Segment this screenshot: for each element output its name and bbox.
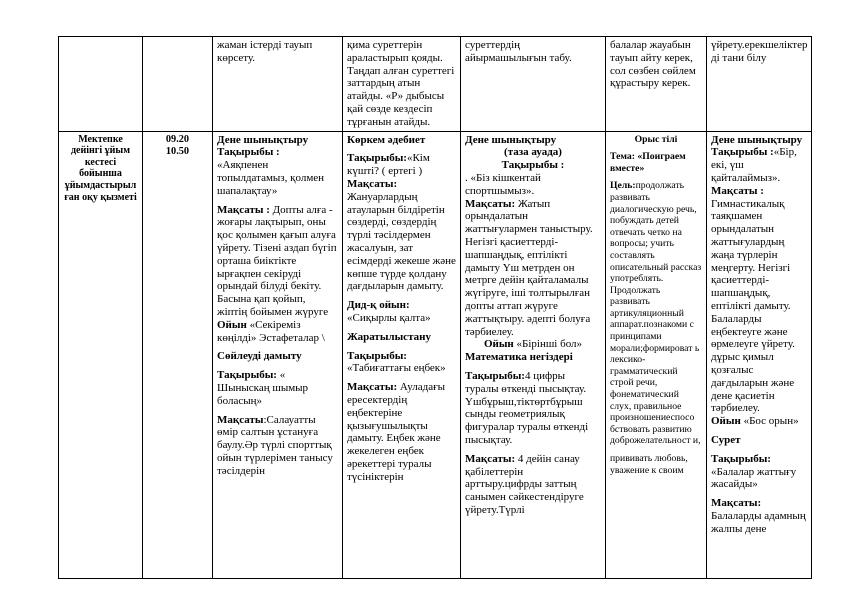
friday-cell <box>707 131 812 578</box>
game-label: Дид-қ ойын: <box>347 299 410 312</box>
topic-text: «Бір, екі, үш қайталаймыз». <box>711 146 797 184</box>
goal-text: Балаларды адамның жалпы дене <box>711 509 806 535</box>
topic-label: Тақырыбы: <box>347 349 407 362</box>
cell-text: үйрету.ерекшеліктер ді тани білу <box>711 39 808 64</box>
subject-heading: Дене шынықтыру <box>217 133 309 146</box>
topic-text: «Кім күшті? ( ертегі ) <box>347 152 430 178</box>
goal-label: Цель: <box>610 180 636 192</box>
goal-text: :Салауатты өмір салтын ұстануға баулу.Әр түрлі спорттық ойын түрлерімен танысу тәсілдерін <box>217 413 333 477</box>
game-text: «Сиқырлы қалта» <box>347 311 431 324</box>
topic-text: «Аяқпенен топылдатамыз, қолмен шапалақтау» <box>217 159 325 197</box>
goal-label: Мақсаты: <box>347 177 398 190</box>
goal-text: 4 дейін санау қабілеттерін арттыру.цифрды заттың санымен сәйкестендіруге үйрету.Түрлі <box>465 452 584 516</box>
tail-text: прививать любовь, уважение к своим <box>610 453 688 476</box>
goal-label: Мақсаты: <box>711 497 762 510</box>
topic-text: 4 цифры туралы өткенді пысықтау. Үшбұрыш,тіктөртбұрыш сынды геометриялық фигуралар туралы өткенді пысықтау. <box>465 369 589 446</box>
game-label: Ойын <box>711 415 741 428</box>
subject-heading: Дене шынықтыру <box>465 133 557 146</box>
table-cell <box>213 37 343 132</box>
theme-label: Тема: <box>610 151 635 163</box>
subject-heading: Орыс тілі <box>634 133 678 145</box>
cell-text: балалар жауабын тауып айту керек, сол сөзбен сөйлем құрастыру керек. <box>610 39 696 90</box>
subject-subheading: (таза ауада) <box>504 146 562 159</box>
goal-text: Жатып орындалатын жаттығулармен таныстыру. Негізгі қасиеттерді-шапшаңдық, ептілікті дамыту Үш метрден он метрге дейін қайталамалы жүгіруге, іші толтырылған допты аттап жүруге жаттықтыру. әдепті болуға тәрбиелеу. <box>465 197 593 338</box>
row-label: Мектепке дейінгі ұйым кестесі бойынша ұйымдастырыл ған оқу қызметі <box>59 131 143 578</box>
goal-label: Мақсаты : <box>711 184 764 197</box>
goal-text: продолжать развивать диалогическую речь, побуждать детей отвечать четко на вопросы; учить составлять описательный рассказ употреблять. Продолжать развивать артикуляционный аппарат.познакоми с принципами морали;формироват ь лексико-грамматический строй речи, фонематический слух, правильное произношениеспосо бствовать развитию доброжелательност и, <box>610 180 702 447</box>
monday-cell <box>213 131 343 578</box>
goal-text: Жануарлардың атауларын білдіретін сөздерді, сөздердің түрлі тәсілдермен жасалуын, зат есімдерді жекеше және көпше түрде қолдану дағдыларын дамыту. <box>347 190 456 293</box>
game-label: Ойын <box>483 338 514 351</box>
table-cell-empty <box>143 37 213 132</box>
topic-text: . «Біз кішкентай спортшымыз». <box>465 171 541 197</box>
topic-text: «Балалар жаттығу жасайды» <box>711 465 797 491</box>
cell-text: суреттердің айырмашылығын табу. <box>465 39 572 64</box>
goal-text: Ауладағы ересектердің еңбектеріне қызығушылықты дамыту. Еңбек және жекелеген еңбек әрекеттері туралы түсініктерін <box>347 381 446 483</box>
time-cell: 09.20 10.50 <box>143 131 213 578</box>
topic-label: Тақырыбы: <box>347 152 407 165</box>
topic-text: «Табиғаттағы еңбек» <box>347 362 446 375</box>
subject-heading: Сурет <box>711 433 741 446</box>
topic-text: « Шыныскаң шымыр боласың» <box>217 369 309 407</box>
topic-label: Тақырыбы : <box>501 159 565 172</box>
game-text: «Бірінші бол» <box>513 338 583 351</box>
game-text: «Бос орын» <box>740 415 799 428</box>
subject-heading: Көркем әдебиет <box>347 133 426 146</box>
game-label: Ойын <box>217 318 247 331</box>
cell-text: жаман істерді тауып көрсету. <box>217 39 313 64</box>
table-cell <box>461 37 606 132</box>
subject-heading: Дене шынықтыру <box>711 133 803 146</box>
subject-heading: Жаратылыстану <box>347 330 431 343</box>
game-text: «Секіреміз көңілді» Эстафеталар \ <box>217 318 325 344</box>
goal-label: Мақсаты <box>217 413 264 426</box>
topic-label: Тақырыбы : <box>217 146 280 159</box>
goal-label: Мақсаты: <box>465 452 516 465</box>
table-row <box>59 131 812 578</box>
table-cell <box>707 37 812 132</box>
table-cell <box>606 37 707 132</box>
tuesday-cell <box>343 131 461 578</box>
topic-label: Тақырыбы: <box>465 369 525 382</box>
theme-text: «Поиграем вместе» <box>610 151 686 174</box>
goal-text: Гимнастикалық таяқшамен орындалатын жаттығулардың жаңа түрлерін меңгерту. Негізгі қасиеттерді-шапшаңдық, ептілікті дамыту. Балаларды еңбектеуге және өрмелеуге үйрету. дұрыс қимыл қозғалыс дағдыларын және дене қасиетін тәрбиелеу. <box>711 197 795 415</box>
thursday-cell <box>606 131 707 578</box>
table-cell <box>343 37 461 132</box>
table-row <box>59 37 812 132</box>
table-cell-empty <box>59 37 143 132</box>
wednesday-cell <box>461 131 606 578</box>
topic-label: Тақырыбы: <box>217 369 277 382</box>
subject-heading: Сөйлеуді дамыту <box>217 350 302 363</box>
goal-label: Мақсаты: <box>347 381 398 394</box>
subject-heading: Математика негіздері <box>465 351 573 364</box>
goal-text: Допты алға - жоғары лақтырып, оны қос қолымен қағып алуға үйрету. Тізені аздап бүгіп орташа биіктікте ырғақпен секіруді орындай білуді бекіту. Басына қап қойып, жіптің бойымен жүруге <box>217 203 337 318</box>
schedule-table <box>58 36 812 579</box>
topic-label: Тақырыбы : <box>711 146 774 159</box>
goal-label: Мақсаты: <box>465 197 516 210</box>
goal-label: Мақсаты : <box>217 203 270 216</box>
cell-text: қима суреттерін араластырып қояды. Таңдап алған суреттегі заттардың атын атайды. «Р» дыбысы қай сөзде кездесіп тұрғанын атайды. <box>347 39 455 128</box>
topic-label: Тақырыбы: <box>711 452 771 465</box>
